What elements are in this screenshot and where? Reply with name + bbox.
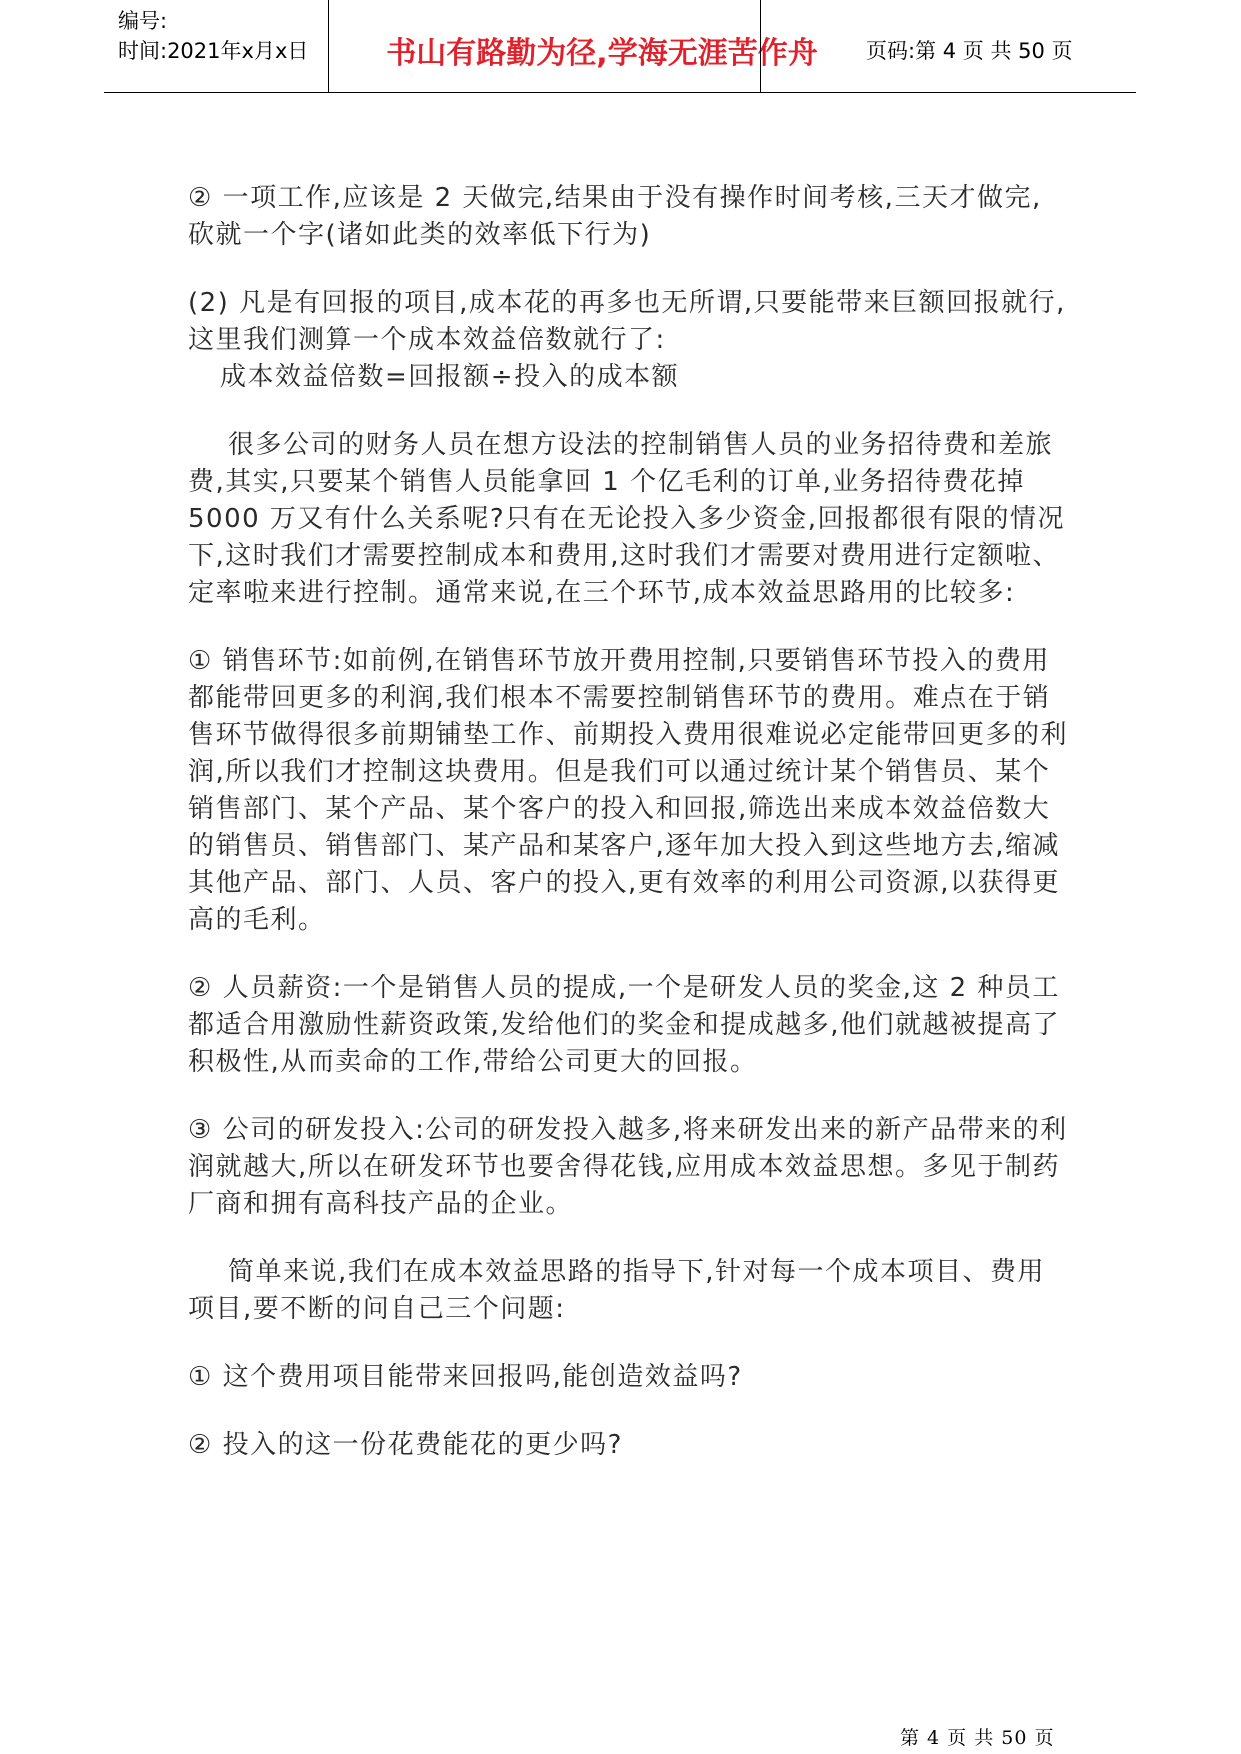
paragraph-finance-staff: 很多公司的财务人员在想方设法的控制销售人员的业务招待费和差旅费,其实,只要某个销售人员能拿回 1 个亿毛利的订单,业务招待费花掉 5000 万又有什么关系呢?只有在无论投入多少资金,回报都很有限的情况下,这时我们才需要控制成本和费用,这时我们才需要对费用进行定额啦、定率啦来进行控制。通常来说,在三个环节,成本效益思路用的比较多:: [188, 430, 1065, 608]
paragraph-formula: 成本效益倍数=回报额÷投入的成本额: [220, 362, 680, 392]
header-divider-left: [328, 0, 329, 92]
question-item-1: ① 这个费用项目能带来回报吗,能创造效益吗?: [188, 1362, 743, 1392]
header-divider-right: [760, 0, 761, 92]
question-item-2: ② 投入的这一份花费能花的更少吗?: [188, 1430, 623, 1460]
header-rule: [104, 92, 1136, 93]
paragraph-rnd-investment: ③ 公司的研发投入:公司的研发投入越多,将来研发出来的新产品带来的利润就越大,所以在研发环节也要舍得花钱,应用成本效益思想。多见于制药厂商和拥有高科技产品的企业。: [188, 1115, 1068, 1219]
paragraph-efficiency-example: ② 一项工作,应该是 2 天做完,结果由于没有操作时间考核,三天才做完,砍就一个字(诸如此类的效率低下行为): [188, 183, 1042, 250]
header-motto: 书山有路勤为径,学海无涯苦作舟: [386, 36, 818, 71]
document-time-label: 时间:2021年x月x日: [118, 39, 309, 63]
header-page-label: 页码:第 4 页 共 50 页: [866, 39, 1073, 63]
paragraph-summary: 简单来说,我们在成本效益思路的指导下,针对每一个成本项目、费用项目,要不断的问自己三个问题:: [188, 1257, 1046, 1324]
document-body: [188, 180, 1068, 1464]
header-meta: [118, 6, 308, 66]
document-number-label: 编号:: [118, 9, 168, 33]
paragraph-cost-benefit-principle: (2) 凡是有回报的项目,成本花的再多也无所谓,只要能带来巨额回报就行,这里我们测算一个成本效益倍数就行了:: [188, 288, 1066, 355]
paragraph-staff-salary: ② 人员薪资:一个是销售人员的提成,一个是研发人员的奖金,这 2 种员工都适合用激励性薪资政策,发给他们的奖金和提成越多,他们就越被提高了积极性,从而卖命的工作,带给公司更大的回报。: [188, 973, 1061, 1077]
page-header: [104, 0, 1136, 94]
paragraph-sales-stage: ① 销售环节:如前例,在销售环节放开费用控制,只要销售环节投入的费用都能带回更多的利润,我们根本不需要控制销售环节的费用。难点在于销售环节做得很多前期铺垫工作、前期投入费用很难说必定能带回更多的利润,所以我们才控制这块费用。但是我们可以通过统计某个销售员、某个销售部门、某个产品、某个客户的投入和回报,筛选出来成本效益倍数大的销售员、销售部门、某产品和某客户,逐年加大投入到这些地方去,缩减其他产品、部门、人员、客户的投入,更有效率的利用公司资源,以获得更高的毛利。: [188, 646, 1069, 935]
page-footer: 第 4 页 共 50 页: [900, 1727, 1055, 1749]
